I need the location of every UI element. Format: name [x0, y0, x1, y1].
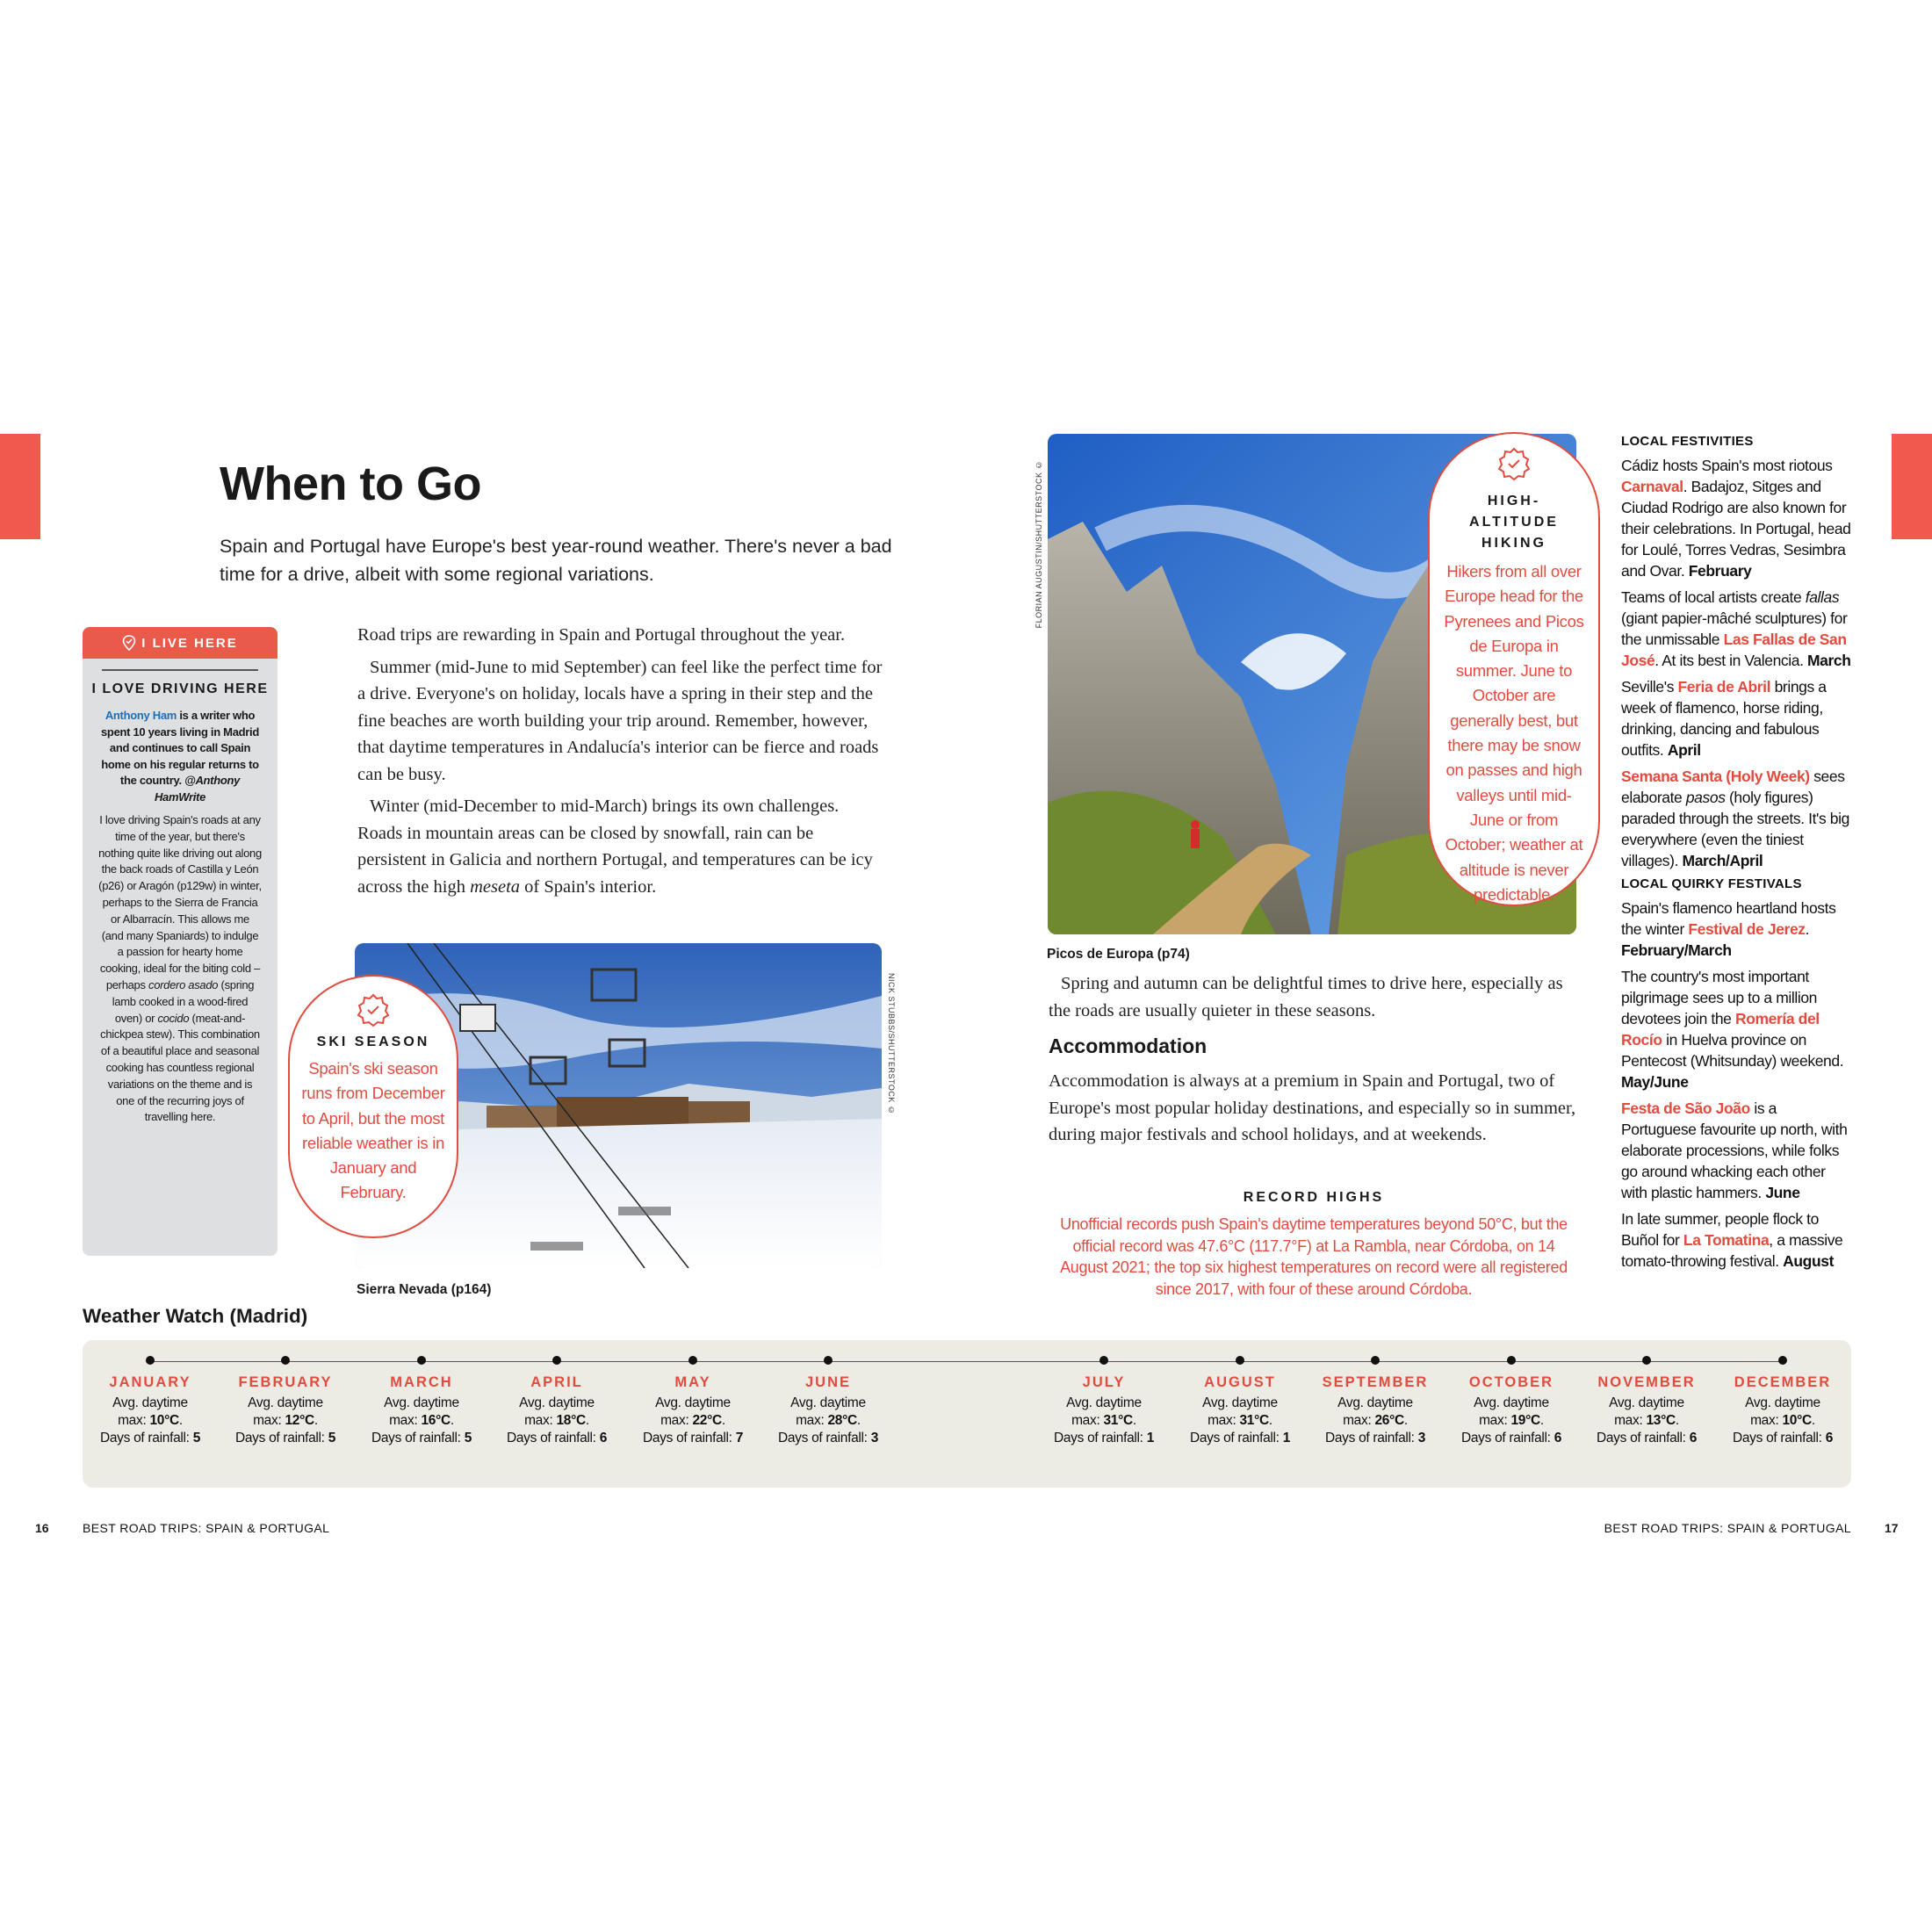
paragraph [357, 793, 884, 900]
month-name: JULY [1082, 1374, 1126, 1390]
weather-month [1445, 1356, 1577, 1447]
max-label: max: [1479, 1413, 1511, 1428]
i-live-here-badge [83, 627, 278, 659]
festivals-heading: LOCAL FESTIVITIES [1621, 434, 1754, 449]
festival-month: February/March [1621, 941, 1732, 959]
max-temp: 26°C [1374, 1413, 1404, 1428]
entry-text: (holy figures) paraded through the streets. It's big everywhere (even the tiniest villages). [1621, 789, 1849, 869]
sidebar-body [98, 812, 262, 1126]
weather-month [491, 1356, 623, 1447]
rain-label: Days of rainfall: [234, 1431, 328, 1445]
running-footer-left: BEST ROAD TRIPS: SPAIN & PORTUGAL [83, 1521, 330, 1535]
festival-name: Romería del Rocío [1621, 1010, 1820, 1049]
max-temp: 18°C [556, 1413, 586, 1428]
rain-days: 5 [464, 1431, 472, 1445]
festival-name: Feria de Abril [1677, 678, 1771, 696]
max-temp: 13°C [1646, 1413, 1676, 1428]
sidebar-text-em: cordero asado [148, 977, 219, 991]
photo-caption: Sierra Nevada (p164) [357, 1282, 492, 1297]
month-name: MARCH [390, 1374, 453, 1390]
ski-season-callout [288, 975, 458, 1238]
location-pin-icon [122, 635, 136, 651]
sidebar-text: (spring lamb cooked in a wood-fired oven) or [112, 977, 255, 1025]
entry-text: (giant papier-mâché sculptures) for the unmissable [1621, 609, 1848, 648]
paragraph-text: Winter (mid-December to mid-March) brings its own challenges. Roads in mountain areas can be closed by snowfall, rain can be persistent in Galicia and northern Portugal, and temperatures can be icy across the high [357, 797, 873, 897]
record-highs-text: Unofficial records push Spain's daytime temperatures beyond 50°C, but the official record was 47.6°C (117.7°F) at La Rambla, near Córdoba, on 14 August 2021; the top six highest temperatures on record were all registered since 2017, with four of these around Córdoba. [1060, 1215, 1568, 1298]
rain-label: Days of rainfall: [1053, 1431, 1147, 1445]
timeline-dot [1778, 1356, 1787, 1365]
author-name: Anthony Ham [105, 709, 177, 722]
max-label: max: [253, 1413, 285, 1428]
weather-month [1309, 1356, 1441, 1447]
callout-title: HIGH-ALTITUDE HIKING [1469, 494, 1559, 551]
accommodation-text [1049, 1068, 1584, 1149]
month-name: OCTOBER [1468, 1374, 1554, 1390]
month-name: NOVEMBER [1597, 1374, 1696, 1390]
callout-text: Hikers from all over Europe head for the Pyrenees and Picos de Europa in summer. June to October are generally best, but there may be snow on passes and high valleys until mid-June or from October; weather at altitude is never predictable. [1444, 562, 1584, 904]
max-temp: 10°C [149, 1413, 179, 1428]
max-label: max: [1208, 1413, 1240, 1428]
festival-month: June [1765, 1184, 1800, 1201]
photo-caption: Picos de Europa (p74) [1047, 947, 1190, 962]
avg-label: Avg. daytime [248, 1395, 323, 1410]
month-info: Avg. daytime max: 13°C. Days of rainfall: 6 [1596, 1395, 1698, 1445]
weather-watch-title: Weather Watch (Madrid) [83, 1305, 308, 1327]
festivals-sidebar [1621, 434, 1851, 1277]
paragraph-em: meseta [470, 876, 521, 897]
festival-entry [1621, 455, 1851, 581]
entry-em: fallas [1805, 588, 1840, 606]
avg-label: Avg. daytime [1066, 1395, 1142, 1410]
entry-text: In late summer, people flock to Buñol for [1621, 1210, 1819, 1249]
page-title: When to Go [220, 458, 481, 510]
month-name: MAY [674, 1374, 711, 1390]
rain-label: Days of rainfall: [99, 1431, 193, 1445]
month-info: Avg. daytime max: 31°C. Days of rainfall: 1 [1189, 1395, 1291, 1445]
avg-label: Avg. daytime [1745, 1395, 1820, 1410]
max-label: max: [389, 1413, 422, 1428]
entry-text: Seville's [1621, 678, 1678, 696]
divider [102, 669, 258, 671]
entry-text: . Badajoz, Sitges and Ciudad Rodrigo are also known for their celebrations. In Portugal, head for Loulé, Torres Vedras, Sesimbra and Ovar. [1621, 478, 1851, 580]
entry-text: in Huelva province on Pentecost (Whitsunday) weekend. [1621, 1031, 1844, 1070]
paragraph: Accommodation is always at a premium in Spain and Portugal, two of Europe's most popular holiday destinations, and especially so in summer, during major festivals and school holidays, and at weekends. [1049, 1071, 1576, 1144]
weather-month [1038, 1356, 1170, 1447]
festival-month: February [1688, 562, 1752, 580]
bio-text: is a writer who spent 10 years living in Madrid and continues to call Spain home on his regular returns to the country. [101, 709, 259, 787]
weather-month [1174, 1356, 1306, 1447]
avg-label: Avg. daytime [655, 1395, 731, 1410]
festival-month: April [1667, 741, 1701, 759]
entry-text: , a massive tomato-throwing festival. [1621, 1231, 1843, 1270]
festival-month: March [1807, 652, 1851, 669]
body-column-1 [357, 622, 884, 905]
month-info: Avg. daytime max: 31°C. Days of rainfall: 1 [1053, 1395, 1155, 1445]
sidebar-text: (meat-and-chickpea stew). This combination of a beautiful place and seasonal cooking has countless regional variations on the theme and is one of the recurring joys of travelling here. [100, 1011, 260, 1124]
badge-check-icon [356, 992, 391, 1027]
weather-month [762, 1356, 894, 1447]
timeline-dot [1236, 1356, 1244, 1365]
month-info: Avg. daytime max: 28°C. Days of rainfall: 3 [777, 1395, 879, 1445]
entry-text: The country's most important pilgrimage sees up to a million devotees join the [1621, 968, 1817, 1027]
weather-month [356, 1356, 487, 1447]
rain-label: Days of rainfall: [1460, 1431, 1554, 1445]
festival-entry [1621, 898, 1851, 961]
entry-text: sees elaborate [1621, 768, 1845, 806]
weather-month [84, 1356, 216, 1447]
rain-days: 3 [870, 1431, 879, 1445]
max-temp: 31°C [1239, 1413, 1269, 1428]
section-heading: Accommodation [1049, 1034, 1208, 1057]
avg-label: Avg. daytime [1609, 1395, 1684, 1410]
paragraph: Road trips are rewarding in Spain and Portugal throughout the year. [357, 625, 846, 645]
entry-text: Teams of local artists create [1621, 588, 1806, 606]
weather-month [627, 1356, 759, 1447]
month-name: JANUARY [109, 1374, 191, 1390]
max-temp: 12°C [285, 1413, 314, 1428]
page-number-left: 16 [35, 1521, 49, 1535]
entry-text: is a Portuguese favourite up north, with elaborate processions, while folks go around whacking each other with plastic hammers. [1621, 1099, 1848, 1201]
rain-label: Days of rainfall: [642, 1431, 736, 1445]
weather-watch-panel [83, 1340, 1851, 1488]
month-name: AUGUST [1204, 1374, 1276, 1390]
month-name: FEBRUARY [238, 1374, 333, 1390]
timeline-dot [417, 1356, 426, 1365]
left-page-tab [0, 434, 40, 539]
max-temp: 22°C [692, 1413, 722, 1428]
month-info: Avg. daytime max: 12°C. Days of rainfall: 5 [234, 1395, 336, 1445]
max-temp: 19°C [1510, 1413, 1540, 1428]
timeline-dot [688, 1356, 697, 1365]
timeline-dot [1642, 1356, 1651, 1365]
sidebar-text-em: cocido [157, 1011, 190, 1025]
entry-text: . At its best in Valencia. [1654, 652, 1807, 669]
badge-check-icon [1496, 446, 1532, 481]
avg-label: Avg. daytime [384, 1395, 459, 1410]
avg-label: Avg. daytime [790, 1395, 866, 1410]
timeline-dot [146, 1356, 155, 1365]
rain-label: Days of rainfall: [371, 1431, 465, 1445]
month-info: Avg. daytime max: 16°C. Days of rainfall: 5 [371, 1395, 472, 1445]
festival-month: May/June [1621, 1073, 1689, 1091]
rain-days: 6 [1825, 1431, 1834, 1445]
festival-entry [1621, 1208, 1851, 1272]
entry-text: Cádiz hosts Spain's most riotous [1621, 457, 1833, 474]
high-altitude-hiking-callout [1428, 432, 1600, 906]
rain-label: Days of rainfall: [1189, 1431, 1283, 1445]
page-number-right: 17 [1885, 1521, 1899, 1535]
paragraph: Summer (mid-June to mid September) can feel like the perfect time for a drive. Everyone's on holiday, locals have a spring in their step and the fine beaches are worth building your trip around. Remember, however, that daytime temperatures in Andalucía's interior can be fierce and roads can be busy. [357, 657, 883, 784]
month-info: Avg. daytime max: 10°C. Days of rainfall: 6 [1732, 1395, 1834, 1445]
festival-entry [1621, 966, 1851, 1092]
rain-days: 5 [328, 1431, 336, 1445]
timeline-dot [1371, 1356, 1380, 1365]
month-info: Avg. daytime max: 26°C. Days of rainfall: 3 [1324, 1395, 1426, 1445]
timeline-dot [1099, 1356, 1108, 1365]
entry-em: pasos [1685, 789, 1726, 806]
rain-label: Days of rainfall: [1324, 1431, 1418, 1445]
max-label: max: [1750, 1413, 1783, 1428]
callout-text: Spain's ski season runs from December to April, but the most reliable weather is in January and February. [301, 1059, 445, 1202]
entry-text: Spain's flamenco heartland hosts the winter [1621, 899, 1836, 938]
paragraph-text: of Spain's interior. [520, 876, 657, 897]
author-handle: @Anthony HamWrite [154, 774, 241, 804]
rain-label: Days of rainfall: [1596, 1431, 1690, 1445]
festival-name: Las Fallas de San José [1621, 631, 1847, 669]
rain-days: 5 [192, 1431, 201, 1445]
max-label: max: [796, 1413, 828, 1428]
intro-text: Spain and Portugal have Europe's best year-round weather. There's never a bad time for a drive, albeit with some regional variations. [220, 536, 892, 585]
record-highs-title: RECORD HIGHS [1243, 1190, 1385, 1205]
max-label: max: [118, 1413, 150, 1428]
festival-name: Festival de Jerez [1688, 920, 1806, 938]
festival-month: March/April [1682, 852, 1763, 869]
weather-month [1581, 1356, 1712, 1447]
rain-label: Days of rainfall: [1732, 1431, 1826, 1445]
festival-entry [1621, 1098, 1851, 1203]
rain-days: 7 [735, 1431, 744, 1445]
month-name: DECEMBER [1734, 1374, 1832, 1390]
month-name: SEPTEMBER [1322, 1374, 1429, 1390]
rain-days: 6 [1689, 1431, 1698, 1445]
timeline-dot [1507, 1356, 1516, 1365]
festival-entry [1621, 587, 1851, 671]
max-label: max: [1614, 1413, 1647, 1428]
i-live-here-sidebar [83, 627, 278, 1256]
max-label: max: [1343, 1413, 1375, 1428]
avg-label: Avg. daytime [112, 1395, 188, 1410]
rain-days: 6 [599, 1431, 608, 1445]
max-label: max: [524, 1413, 557, 1428]
rain-label: Days of rainfall: [506, 1431, 600, 1445]
avg-label: Avg. daytime [1474, 1395, 1549, 1410]
festival-entry [1621, 766, 1851, 871]
author-bio [97, 708, 263, 805]
month-name: APRIL [530, 1374, 583, 1390]
rain-label: Days of rainfall: [777, 1431, 871, 1445]
photo-credit: FLORIAN AUGUSTIN/SHUTTERSTOCK © [1034, 460, 1043, 629]
max-temp: 10°C [1782, 1413, 1812, 1428]
rain-days: 1 [1282, 1431, 1291, 1445]
rain-days: 6 [1554, 1431, 1562, 1445]
max-label: max: [660, 1413, 693, 1428]
timeline-dot [552, 1356, 561, 1365]
callout-title: SKI SEASON [316, 1034, 430, 1049]
month-info: Avg. daytime max: 22°C. Days of rainfall: 7 [642, 1395, 744, 1445]
running-footer-right: BEST ROAD TRIPS: SPAIN & PORTUGAL [1604, 1521, 1851, 1535]
photo-credit: NICK STUBBS/SHUTTERSTOCK © [887, 973, 896, 1115]
month-info: Avg. daytime max: 19°C. Days of rainfall: 6 [1460, 1395, 1562, 1445]
right-page-tab [1892, 434, 1932, 539]
sidebar-heading: I LOVE DRIVING HERE [91, 681, 269, 696]
festival-entry [1621, 676, 1851, 761]
month-info: Avg. daytime max: 10°C. Days of rainfall: 5 [99, 1395, 201, 1445]
weather-month [220, 1356, 351, 1447]
avg-label: Avg. daytime [519, 1395, 595, 1410]
festivals-heading: LOCAL QUIRKY FESTIVALS [1621, 876, 1802, 891]
rain-days: 1 [1146, 1431, 1155, 1445]
festival-name: Carnaval [1621, 478, 1683, 495]
paragraph: Spring and autumn can be delightful times to drive here, especially as the roads are usually quieter in these seasons. [1049, 974, 1563, 1020]
badge-label: I LIVE HERE [141, 635, 238, 651]
entry-text: brings a week of flamenco, horse riding, drinking, dancing and fabulous outfits. [1621, 678, 1827, 759]
avg-label: Avg. daytime [1202, 1395, 1278, 1410]
max-temp: 28°C [827, 1413, 857, 1428]
body-column-2 [1049, 970, 1584, 1024]
max-temp: 31°C [1103, 1413, 1133, 1428]
sidebar-text: I love driving Spain's roads at any time of the year, but there's nothing quite like driving out along the back roads of Castilla y León (p26) or Aragón (p129w) in winter, perhaps to the Sierra de Francia or Albarracín. This allows me (and many Spaniards) to indulge a passion for hearty home cooking, ideal for the biting cold – perhaps [98, 813, 262, 991]
festival-name: La Tomatina [1683, 1231, 1770, 1249]
timeline-dot [824, 1356, 833, 1365]
entry-text: . [1805, 920, 1810, 938]
max-label: max: [1071, 1413, 1104, 1428]
rain-days: 3 [1417, 1431, 1426, 1445]
festival-name: Semana Santa (Holy Week) [1621, 768, 1810, 785]
weather-month [1717, 1356, 1849, 1447]
avg-label: Avg. daytime [1337, 1395, 1413, 1410]
timeline-dot [281, 1356, 290, 1365]
month-name: JUNE [804, 1374, 851, 1390]
festival-name: Festa de São João [1621, 1099, 1750, 1117]
month-info: Avg. daytime max: 18°C. Days of rainfall: 6 [506, 1395, 608, 1445]
festival-month: August [1783, 1252, 1835, 1270]
max-temp: 16°C [421, 1413, 451, 1428]
